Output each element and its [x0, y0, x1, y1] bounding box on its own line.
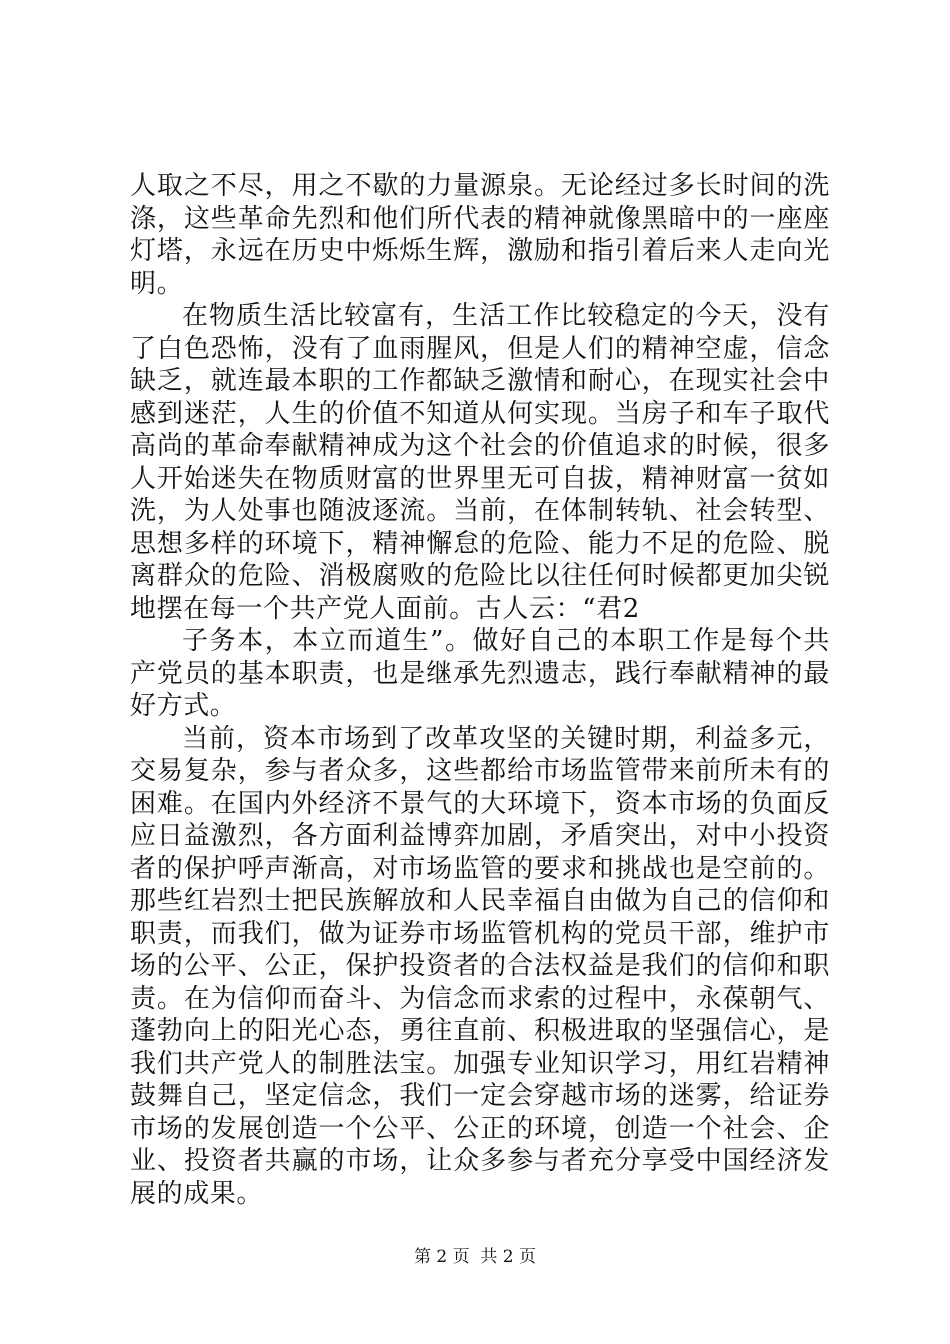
paragraph: 当前，资本市场到了改革攻坚的关键时期，利益多元，交易复杂，参与者众多，这些都给市场监管带来前所未有的困难。在国内外经济不景气的大环境下，资本市场的负面反应日益激烈，各方面利益博弈加剧，矛盾突出，对中小投资者的保护呼声渐高，对市场监管的要求和挑战也是空前的。那些红岩烈士把民族解放和人民幸福自由做为自己的信仰和职责，而我们，做为证券市场监管机构的党员干部，维护市场的公平、公正，保护投资者的合法权益是我们的信仰和职责。在为信仰而奋斗、为信念而求索的过程中，永葆朝气、蓬勃向上的阳光心态，勇往直前、积极进取的坚强信心，是我们共产党人的制胜法宝。加强专业知识学习，用红岩精神鼓舞自己，坚定信念，我们一定会穿越市场的迷雾，给证券市场的发展创造一个公平、公正的环境，创造一个社会、企业、投资者共赢的市场，让众多参与者充分享受中国经济发展的成果。 — [130, 723, 830, 1209]
paragraph: 人取之不尽，用之不歇的力量源泉。无论经过多长时间的洗涤，这些革命先烈和他们所代表的精神就像黑暗中的一座座灯塔，永远在历史中烁烁生辉，激励和指引着后来人走向光明。 — [130, 171, 830, 299]
page-footer: 第 2 页 共 2 页 — [413, 1247, 537, 1267]
document-body — [130, 170, 830, 1210]
paragraph: 在物质生活比较富有，生活工作比较稳定的今天，没有了白色恐怖，没有了血雨腥风，但是人们的精神空虚，信念缺乏，就连最本职的工作都缺乏激情和耐心，在现实社会中感到迷茫，人生的价值不知道从何实现。当房子和车子取代高尚的革命奉献精神成为这个社会的价值追求的时候，很多人开始迷失在物质财富的世界里无可自拔，精神财富一贫如洗，为人处事也随波逐流。当前，在体制转轨、社会转型、思想多样的环境下，精神懈怠的危险、能力不足的危险、脱离群众的危险、消极腐败的危险比以往任何时候都更加尖锐地摆在每一个共产党人面前。古人云：“君2 — [130, 301, 830, 624]
paragraph: 子务本，本立而道生”。做好自己的本职工作是每个共产党员的基本职责，也是继承先烈遗志，践行奉献精神的最好方式。 — [130, 626, 830, 721]
